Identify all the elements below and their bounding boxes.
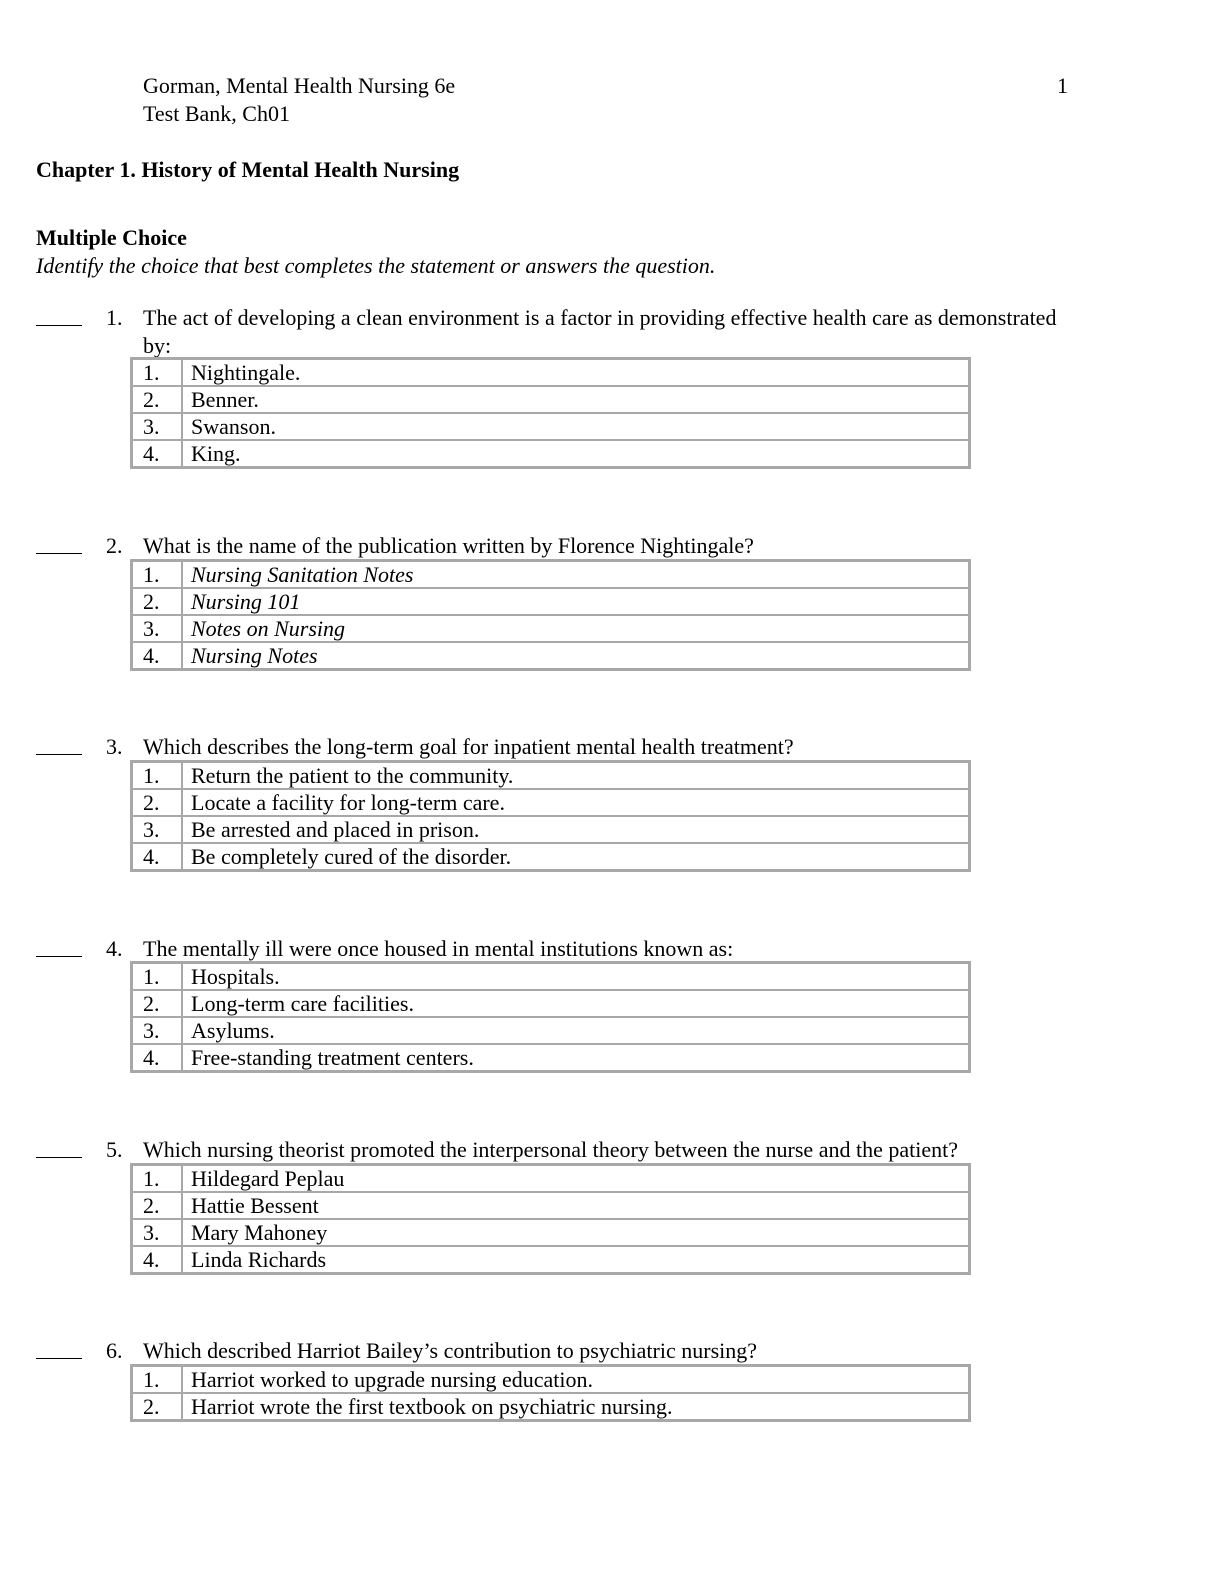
question-number: 1. <box>106 305 123 330</box>
choice-number: 4. <box>132 1246 182 1273</box>
choice-text: Hospitals. <box>182 963 969 990</box>
answer-blank[interactable] <box>36 935 82 963</box>
header-chapter-ref: Test Bank, Ch01 <box>143 101 290 126</box>
choice-text: Free-standing treatment centers. <box>182 1044 969 1071</box>
choice-text: Long-term care facilities. <box>182 990 969 1017</box>
page-number: 1 <box>1057 73 1068 98</box>
choice-row[interactable] <box>132 413 969 440</box>
answer-blank[interactable] <box>36 304 82 332</box>
answer-blank[interactable] <box>36 532 82 560</box>
question-text: Which described Harriot Bailey’s contribution to psychiatric nursing? <box>143 1338 758 1363</box>
choice-number: 3. <box>132 1017 182 1044</box>
choice-row[interactable] <box>132 1366 969 1393</box>
choice-text: Return the patient to the community. <box>182 762 969 789</box>
choice-row[interactable] <box>132 615 969 642</box>
choice-number: 1. <box>132 359 182 386</box>
question-number: 4. <box>106 936 123 961</box>
choice-number: 1. <box>132 1366 182 1393</box>
question-number: 3. <box>106 734 123 759</box>
choices-table <box>130 1364 971 1422</box>
choice-number: 2. <box>132 1393 182 1420</box>
question-2 <box>36 532 1196 560</box>
choice-row[interactable] <box>132 990 969 1017</box>
choice-number: 4. <box>132 440 182 467</box>
choice-row[interactable] <box>132 588 969 615</box>
question-6 <box>36 1337 1196 1365</box>
choice-row[interactable] <box>132 386 969 413</box>
choice-row[interactable] <box>132 642 969 669</box>
choice-number: 4. <box>132 642 182 669</box>
choice-row[interactable] <box>132 1246 969 1273</box>
choice-number: 1. <box>132 762 182 789</box>
choice-row[interactable] <box>132 762 969 789</box>
chapter-title: Chapter 1. History of Mental Health Nursing <box>36 157 460 182</box>
question-3 <box>36 733 1196 761</box>
choice-text: Nightingale. <box>182 359 969 386</box>
choice-row[interactable] <box>132 1192 969 1219</box>
choice-row[interactable] <box>132 843 969 870</box>
choice-text: Benner. <box>182 386 969 413</box>
choice-row[interactable] <box>132 789 969 816</box>
question-text: Which describes the long-term goal for inpatient mental health treatment? <box>143 734 794 759</box>
choices-table <box>130 961 971 1073</box>
choice-number: 2. <box>132 990 182 1017</box>
question-5 <box>36 1136 1196 1164</box>
choice-number: 1. <box>132 963 182 990</box>
choice-text: Linda Richards <box>182 1246 969 1273</box>
choice-row[interactable] <box>132 1017 969 1044</box>
choice-row[interactable] <box>132 963 969 990</box>
choice-number: 1. <box>132 1165 182 1192</box>
choice-row[interactable] <box>132 816 969 843</box>
answer-blank[interactable] <box>36 1337 82 1365</box>
section-title: Multiple Choice <box>36 225 187 250</box>
section-instructions: Identify the choice that best completes the statement or answers the question. <box>36 253 716 278</box>
question-4 <box>36 935 1196 963</box>
choice-number: 4. <box>132 1044 182 1071</box>
answer-blank[interactable] <box>36 1136 82 1164</box>
choices-table <box>130 760 971 872</box>
question-number: 2. <box>106 533 123 558</box>
question-text: The mentally ill were once housed in mental institutions known as: <box>143 936 734 961</box>
choice-text: Harriot wrote the first textbook on psychiatric nursing. <box>182 1393 969 1420</box>
question-number: 5. <box>106 1137 123 1162</box>
choice-number: 2. <box>132 789 182 816</box>
choice-number: 4. <box>132 843 182 870</box>
choice-text: Swanson. <box>182 413 969 440</box>
choice-number: 3. <box>132 1219 182 1246</box>
question-text: What is the name of the publication written by Florence Nightingale? <box>143 533 754 558</box>
choice-text: Locate a facility for long-term care. <box>182 789 969 816</box>
choice-number: 2. <box>132 588 182 615</box>
choice-text: King. <box>182 440 969 467</box>
choice-number: 3. <box>132 615 182 642</box>
choice-number: 1. <box>132 561 182 588</box>
choices-table <box>130 357 971 469</box>
choice-number: 3. <box>132 413 182 440</box>
choice-number: 3. <box>132 816 182 843</box>
choice-text: Hildegard Peplau <box>182 1165 969 1192</box>
choice-row[interactable] <box>132 1044 969 1071</box>
choice-row[interactable] <box>132 359 969 386</box>
choice-text: Hattie Bessent <box>182 1192 969 1219</box>
choice-text: Nursing Notes <box>182 642 969 669</box>
choice-text: Be completely cured of the disorder. <box>182 843 969 870</box>
choice-text: Harriot worked to upgrade nursing education. <box>182 1366 969 1393</box>
choice-text: Notes on Nursing <box>182 615 969 642</box>
choice-number: 2. <box>132 1192 182 1219</box>
header-book-title: Gorman, Mental Health Nursing 6e <box>143 73 456 98</box>
question-text-continued: by: <box>143 333 172 358</box>
question-text: Which nursing theorist promoted the interpersonal theory between the nurse and the patient? <box>143 1137 958 1162</box>
choice-text: Nursing 101 <box>182 588 969 615</box>
question-1 <box>36 304 1196 360</box>
choice-number: 2. <box>132 386 182 413</box>
choice-row[interactable] <box>132 1393 969 1420</box>
choice-text: Be arrested and placed in prison. <box>182 816 969 843</box>
question-number: 6. <box>106 1338 123 1363</box>
choice-row[interactable] <box>132 440 969 467</box>
answer-blank[interactable] <box>36 733 82 761</box>
choices-table <box>130 1163 971 1275</box>
choice-text: Asylums. <box>182 1017 969 1044</box>
choices-table <box>130 559 971 671</box>
choice-row[interactable] <box>132 561 969 588</box>
choice-text: Mary Mahoney <box>182 1219 969 1246</box>
choice-text: Nursing Sanitation Notes <box>182 561 969 588</box>
choice-row[interactable] <box>132 1165 969 1192</box>
question-text: The act of developing a clean environment is a factor in providing effective health care as demonstrated <box>143 305 1057 330</box>
choice-row[interactable] <box>132 1219 969 1246</box>
